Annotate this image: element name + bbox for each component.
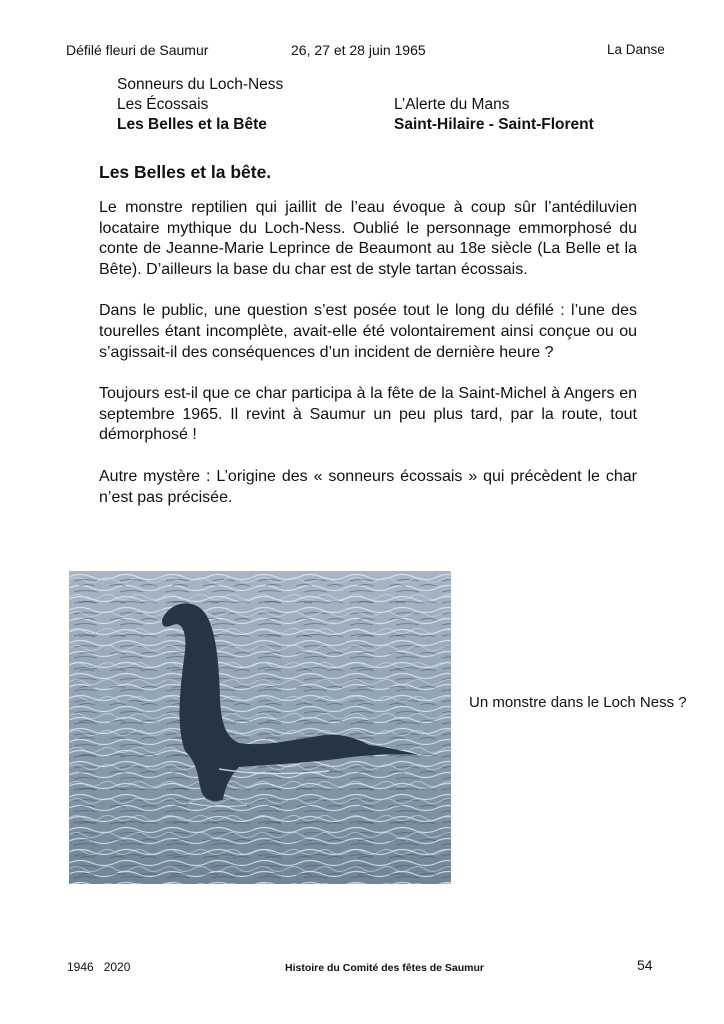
float-label-belles-bete: Les Belles et la Bête: [117, 116, 267, 133]
header-document-title: Défilé fleuri de Saumur: [66, 42, 209, 58]
float-label-sonneurs: Sonneurs du Loch-Ness: [117, 76, 284, 93]
article-body: [99, 198, 637, 529]
footer-years: 1946 2020: [67, 960, 131, 974]
article-paragraph: Dans le public, une question s’est posée tout le long du défilé : l’une des tourelles étant incomplète, avait-elle été volontairement ainsi conçue ou ou s’agissait-il des conséquences d’un incident de dernière heure ?: [99, 302, 637, 361]
article-paragraph: Toujours est-il que ce char participa à la fête de la Saint-Michel à Angers en septembre 1965. Il revint à Saumur un peu plus tard, par la route, tout démorphosé !: [99, 385, 637, 444]
header-section: La Danse: [607, 42, 665, 57]
float-label-saint-hilaire: Saint-Hilaire - Saint-Florent: [394, 116, 594, 133]
figure-caption: Un monstre dans le Loch Ness ?: [469, 694, 687, 711]
page-number: 54: [637, 957, 653, 973]
article-paragraph: Le monstre reptilien qui jaillit de l’eau évoque à coup sûr l’antédiluvien locataire mythique du Loch-Ness. Oublié le personnage emmorphosé du conte de Jeanne-Marie Leprince de Beaumont au 18e siècle (La Belle et la Bête). D’ailleurs la base du char est de style tartan écossais.: [99, 199, 637, 278]
float-label-alerte-mans: L’Alerte du Mans: [394, 96, 510, 113]
float-label-ecossais: Les Écossais: [117, 96, 209, 113]
header-dates: 26, 27 et 28 juin 1965: [291, 42, 426, 58]
article-title: Les Belles et la bête.: [99, 162, 272, 182]
footer-title: Histoire du Comité des fêtes de Saumur: [285, 962, 484, 974]
loch-ness-monster-photo: [69, 571, 451, 884]
article-paragraph: Autre mystère : L’origine des « sonneurs écossais » qui précèdent le char n’est pas précisée.: [99, 467, 637, 506]
